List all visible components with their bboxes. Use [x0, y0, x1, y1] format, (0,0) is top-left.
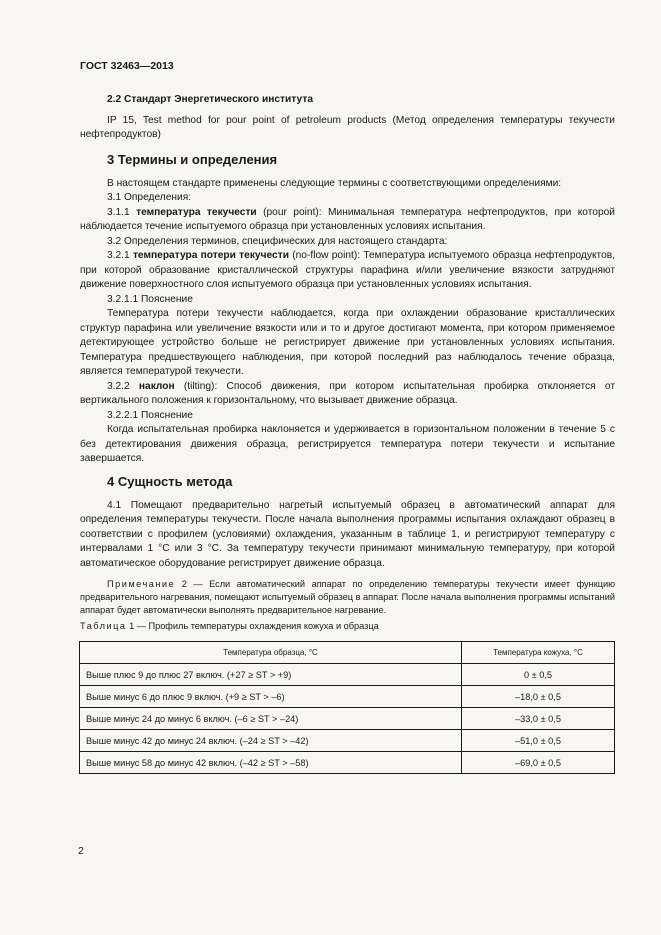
section-2-2-title: 2.2 Стандарт Энергетического института: [107, 94, 313, 105]
section-3: [80, 153, 615, 467]
table-caption: [80, 621, 379, 631]
cooling-profile-table: [79, 641, 615, 774]
jacket-temp-cell: –18,0 ± 0,5: [462, 686, 615, 708]
table-row: [80, 708, 615, 730]
para-number: 3.2.2: [107, 380, 139, 392]
table-header-row: [80, 642, 615, 664]
table-caption-label: Таблица: [80, 621, 127, 631]
jacket-temp-cell: 0 ± 0,5: [462, 664, 615, 686]
table-caption-text: 1 — Профиль температуры охлаждения кожуха и образца: [126, 621, 379, 631]
standard-header: ГОСТ 32463—2013: [80, 60, 174, 72]
header-jacket-temperature: Температура кожуха, °С: [462, 642, 615, 664]
section-4: [80, 475, 615, 617]
para-3-2-2: [80, 380, 615, 409]
jacket-temp-cell: –33,0 ± 0,5: [462, 708, 615, 730]
term-tilting: наклон: [138, 380, 175, 392]
page-number: 2: [78, 845, 84, 857]
para-3-1: 3.1 Определения:: [107, 192, 192, 203]
note-label: Примечание: [107, 579, 176, 589]
section-2-2-text: IP 15, Test method for pour point of petroleum products (Метод определения температуры текучести нефтепродуктов): [80, 114, 615, 140]
para-3-2-1: [80, 249, 615, 293]
section-3-title: 3 Термины и определения: [107, 152, 278, 167]
para-3-2-2-1: 3.2.2.1 Пояснение: [107, 409, 193, 421]
para-3-2-1-1: 3.2.1.1 Пояснение: [107, 293, 193, 305]
note-text: 2 — Если автоматический аппарат по определению температуры текучести имеет функцию предварительного нагревания, помещают испытуемый образец в аппарат. После начала выполнения программы испытаний аппарат будет автоматически выполнять предварительное нагревание.: [80, 579, 615, 615]
para-4-1: 4.1 Помещают предварительно нагретый испытуемый образец в автоматический аппарат для определения температуры текучести. После начала выполнения программы испытания охлаждают образец в соответствии с профилем (условиями) охлаждения, указанным в таблице 1, и регистрируют температуру с интервалами 1 °С или 3 °С. За температуру текучести принимают минимальную температуру, при которой автоматическое оборудование регистрирует движение образца.: [80, 499, 615, 569]
definition-text: (tilting): Способ движения, при котором испытательная пробирка отклоняется от вертикального положения к горизонтальному, что вызывает движение образца.: [80, 380, 615, 406]
para-number: 3.2.1: [107, 250, 133, 261]
para-3-2-1-1-text: Температура потери текучести наблюдается, когда при охлаждении образование кристаллических структур парафина или увеличение вязкости или и то и другое достигают момента, при котором применяемое детектирующее устройство больше не регистрирует движение при установленных условиях испытания. Температура предшествующего наблюдения, при которой последний раз наблюдалось течение образца, является температурой текучести.: [80, 308, 615, 377]
jacket-temp-cell: –51,0 ± 0,5: [462, 730, 615, 752]
para-3-2: 3.2 Определения терминов, специфических для настоящего стандарта:: [107, 235, 448, 247]
definition-text: (no-flow point): Температура испытуемого образца нефтепродуктов, при которой образование кристаллической структуры парафина и/или увеличение вязкости затрудняют движение поверхностного слоя испытуемого образца при установленных условиях испытания.: [80, 250, 615, 290]
para-3-1-1: [80, 206, 615, 235]
header-sample-temperature: Температура образца, °С: [80, 642, 462, 664]
para-3-2-2-1-text: Когда испытательная пробирка наклоняется и удерживается в горизонтальном положении в течение 5 с без детектирования движения образца, регистрируется температура потери текучести и испытание завершается.: [80, 424, 615, 464]
table-row: [80, 664, 615, 686]
sample-range-cell: Выше минус 24 до минус 6 включ. (–6 ≥ ST > –24): [80, 708, 462, 730]
term-pour-point: температура текучести: [136, 206, 257, 218]
section-4-title: 4 Сущность метода: [107, 474, 233, 489]
table-row: [80, 752, 615, 774]
sample-range-cell: Выше минус 42 до минус 24 включ. (–24 ≥ ST > –42): [80, 730, 462, 752]
sample-range-cell: Выше минус 6 до плюс 9 включ. (+9 ≥ ST > –6): [80, 686, 462, 708]
table-row: [80, 730, 615, 752]
section-2-2: [80, 93, 615, 143]
sample-range-cell: Выше минус 58 до минус 42 включ. (–42 ≥ ST > –58): [80, 752, 462, 774]
definition-text: (pour point): Минимальная температура нефтепродуктов, при которой наблюдается течение испытуемого образца при установленных условиях испытания.: [80, 206, 615, 232]
note-2: [80, 578, 615, 617]
jacket-temp-cell: –69,0 ± 0,5: [462, 752, 615, 774]
sample-range-cell: Выше плюс 9 до плюс 27 включ. (+27 ≥ ST > +9): [80, 664, 462, 686]
section-3-intro: В настоящем стандарте применены следующие термины с соответствующими определениями:: [107, 177, 562, 189]
term-no-flow-point: температура потери текучести: [132, 250, 289, 261]
table-row: [80, 686, 615, 708]
para-number: 3.1.1: [107, 206, 137, 218]
